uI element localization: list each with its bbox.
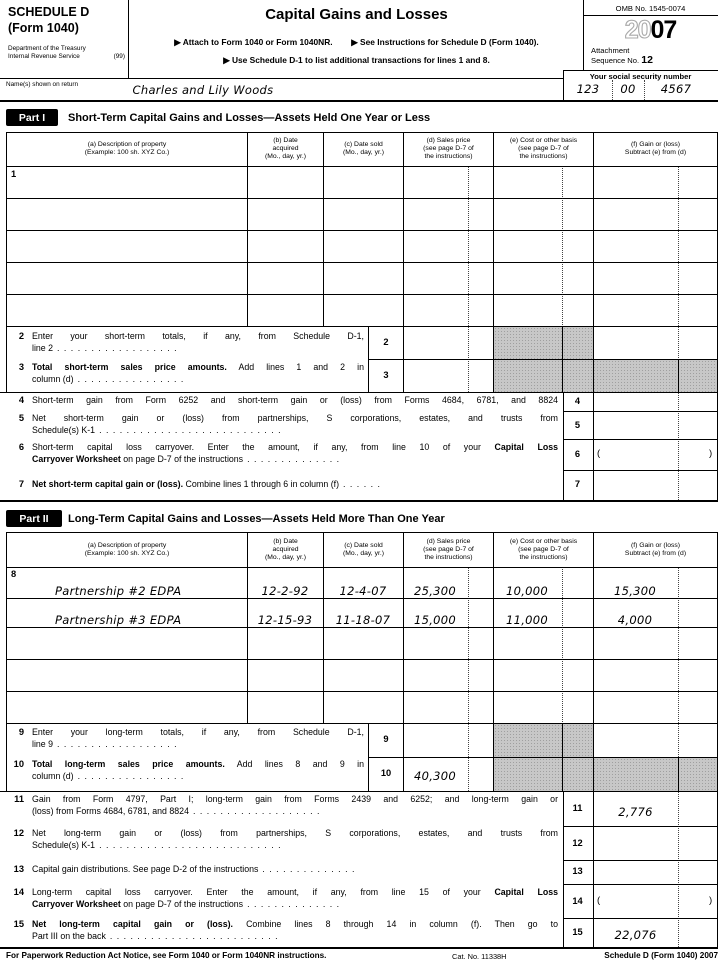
line-7-amount-cell[interactable] xyxy=(594,471,717,500)
line-5-amount-cell[interactable] xyxy=(594,412,717,439)
line-5-text2: Schedule(s) K-1 . . . . . . . . . . . . . . . . . . . . . . . . . . . xyxy=(32,425,282,435)
line-4-text: Short-term gain from Form 6252 and short-term gain or (loss) from Forms 4684, 6781, and 8824 xyxy=(32,395,558,405)
line-13-box-number: 13 xyxy=(572,866,583,876)
cents-rule xyxy=(644,80,645,100)
col-header-description: (a) Description of property (Example: 100 sh. XYZ Co.) xyxy=(84,140,170,156)
row-sales-price[interactable]: 25,300 xyxy=(413,584,457,598)
line-14-paren-close: ) xyxy=(709,895,713,906)
grid-line xyxy=(0,78,563,79)
sequence-label: Sequence No. xyxy=(591,56,640,65)
line-12-text: Net long-term gain or (loss) from partnerships, S corporations, estates, and trusts from xyxy=(32,828,558,838)
line-14-paren-open: ( xyxy=(597,895,601,906)
line-4-number: 4 xyxy=(18,395,24,405)
dept-treasury-label: Department of the Treasury xyxy=(8,45,86,52)
col-header-sales-price: (d) Sales price (see page D-7 of the instructions) xyxy=(423,136,474,161)
line-15-value[interactable]: 22,076 xyxy=(614,928,657,942)
attachment-label: Attachment xyxy=(591,46,630,55)
line-2-box-number: 2 xyxy=(383,337,389,347)
line-14-number: 14 xyxy=(13,887,24,897)
grid-line xyxy=(717,392,718,500)
line-12-box-number: 12 xyxy=(572,838,583,848)
col-header-date-acquired: (b) Date acquired (Mo., day, yr.) xyxy=(264,537,307,562)
shaded-cell xyxy=(494,327,593,359)
grid-line xyxy=(6,723,718,724)
row-date-acquired[interactable]: 12-15-93 xyxy=(257,613,313,627)
line-14-amount-cell[interactable] xyxy=(594,885,717,917)
line-10-value[interactable]: 40,300 xyxy=(413,769,457,783)
line-13-amount-cell[interactable] xyxy=(594,861,717,883)
schedule-label: SCHEDULE D xyxy=(8,5,90,19)
line-3-text2: column (d) . . . . . . . . . . . . . . . . xyxy=(32,374,185,384)
line-6-paren-close: ) xyxy=(709,448,713,459)
line-11-text: Gain from Form 4797, Part I; long-term gain from Forms 2439 and 6252; and long-term gain or xyxy=(32,794,558,804)
line-14-text2: Carryover Worksheet on page D-7 of the instructions . . . . . . . . . . . . . . xyxy=(32,899,341,909)
line-12-number: 12 xyxy=(13,828,24,838)
line-2-text2: line 2 . . . . . . . . . . . . . . . . . . xyxy=(32,343,178,353)
grid-line xyxy=(0,500,718,502)
grid-line xyxy=(0,791,718,792)
line-3-text: Total short-term sales price amounts. Add lines 1 and 2 in xyxy=(32,362,365,372)
line-10-number: 10 xyxy=(13,759,24,769)
line-7-text: Net short-term capital gain or (loss). Combine lines 1 through 6 in column (f) . . . . . . xyxy=(32,479,381,489)
part1-entry-grid[interactable] xyxy=(7,167,717,325)
col-header-date-sold: (c) Date sold (Mo., day, yr.) xyxy=(342,140,385,156)
grid-line xyxy=(0,100,718,102)
grid-line xyxy=(717,791,718,947)
col-header-cost-basis: (e) Cost or other basis (see page D-7 of the instructions) xyxy=(509,537,578,562)
grid-line xyxy=(678,758,679,791)
line-15-box-number: 15 xyxy=(572,927,583,937)
grid-line xyxy=(0,947,718,949)
ssn-field-group[interactable]: 00 xyxy=(620,82,636,96)
line-7-number: 7 xyxy=(18,479,24,489)
line-9-text: Enter your long-term totals, if any, from Schedule D-1, xyxy=(32,727,364,737)
sequence-number: 12 xyxy=(641,54,653,66)
col-header-sales-price: (d) Sales price (see page D-7 of the instructions) xyxy=(423,537,474,562)
line-14-text: Long-term capital loss carryover. Enter the amount, if any, from line 15 of your Capital Loss xyxy=(32,887,558,897)
line-9-sales-cell[interactable] xyxy=(404,724,468,756)
line-3-sales-cell[interactable] xyxy=(404,360,468,391)
line-5-number: 5 xyxy=(18,413,24,423)
line-10-box-number: 10 xyxy=(380,768,392,778)
cents-rule xyxy=(612,80,613,100)
grid-line xyxy=(717,132,718,392)
line-6-amount-cell[interactable] xyxy=(594,440,717,470)
ssn-field-area[interactable]: 123 xyxy=(576,82,600,96)
line-3-number: 3 xyxy=(18,362,24,372)
row-date-sold[interactable]: 12-4-07 xyxy=(339,584,387,598)
line-9-text2: line 9 . . . . . . . . . . . . . . . . . . xyxy=(32,739,178,749)
shaded-cell xyxy=(494,724,593,757)
col-header-gain-loss: (f) Gain or (loss) Subtract (e) from (d) xyxy=(624,541,687,557)
part2-title: Long-Term Capital Gains and Losses—Assets Held More Than One Year xyxy=(68,513,445,525)
shaded-cell xyxy=(494,360,718,392)
shaded-cell xyxy=(494,758,718,791)
col-header-description: (a) Description of property (Example: 100 sh. XYZ Co.) xyxy=(84,541,170,557)
name-label: Name(s) shown on return xyxy=(6,81,79,88)
line-11-text2: (loss) from Forms 4684, 6781, and 8824 . . . . . . . . . . . . . . . . . . . xyxy=(32,806,321,816)
ssn-label: Your social security number xyxy=(589,72,692,81)
ssn-field-serial[interactable]: 4567 xyxy=(660,82,692,96)
attach-note: ▶ Attach to Form 1040 or Form 1040NR. xyxy=(174,37,333,47)
line-11-number: 11 xyxy=(14,794,24,804)
line-3-box-number: 3 xyxy=(383,370,389,380)
line-4-amount-cell[interactable] xyxy=(594,393,717,411)
col-header-gain-loss: (f) Gain or (loss) Subtract (e) from (d) xyxy=(624,140,687,156)
grid-line xyxy=(368,757,718,758)
row-description[interactable]: Partnership #3 EDPA xyxy=(55,613,182,627)
line-1-number: 1 xyxy=(11,169,17,179)
grid-line xyxy=(6,326,718,327)
line-15-text2: Part III on the back . . . . . . . . . . . . . . . . . . . . . . . . . xyxy=(32,931,279,941)
grid-line xyxy=(6,532,718,533)
use-schedule-d1-note: ▶ Use Schedule D-1 to list additional transactions for lines 1 and 8. xyxy=(223,55,490,65)
line-15-text: Net long-term capital gain or (loss). Combine lines 8 through 14 in column (f). Then go to xyxy=(32,919,558,929)
row-gain-loss[interactable]: 15,300 xyxy=(613,584,657,598)
grid-line xyxy=(368,326,369,392)
line-7-box-number: 7 xyxy=(574,479,581,489)
grid-line xyxy=(128,0,129,78)
line-14-box-number: 14 xyxy=(572,896,583,906)
part1-title: Short-Term Capital Gains and Losses—Assets Held One Year or Less xyxy=(68,112,431,124)
line-6-box-number: 6 xyxy=(574,449,581,459)
row-date-sold[interactable]: 11-18-07 xyxy=(335,613,391,627)
line-5-box-number: 5 xyxy=(574,420,581,430)
line-15-number: 15 xyxy=(13,919,24,929)
omb-number: OMB No. 1545-0074 xyxy=(615,4,686,13)
line-6-text2: Carryover Worksheet on page D-7 of the instructions . . . . . . . . . . . . . . xyxy=(32,454,341,464)
line-8-number: 8 xyxy=(11,569,17,579)
tax-year xyxy=(583,16,718,45)
grid-line xyxy=(717,532,718,791)
row-sales-price[interactable]: 15,000 xyxy=(413,613,457,627)
row-description[interactable]: Partnership #2 EDPA xyxy=(55,584,182,598)
line-6-paren-open: ( xyxy=(597,448,601,459)
line-2-number: 2 xyxy=(18,331,24,341)
line-11-box-number: 11 xyxy=(572,803,583,813)
line-12-amount-cell[interactable] xyxy=(594,827,717,859)
tax-year-prefix: 20 xyxy=(624,16,651,44)
grid-line xyxy=(562,327,563,392)
line-5-text: Net short-term gain or (loss) from partnerships, S corporations, estates, and trusts from xyxy=(32,413,558,423)
line-9-number: 9 xyxy=(18,727,24,737)
catalog-number: Cat. No. 11338H xyxy=(452,952,507,961)
col-header-cost-basis: (e) Cost or other basis (see page D-7 of the instructions) xyxy=(509,136,578,161)
grid-line xyxy=(563,918,718,919)
grid-line xyxy=(562,724,563,791)
line-10-text: Total long-term sales price amounts. Add lines 8 and 9 in xyxy=(32,759,364,769)
line-11-value[interactable]: 2,776 xyxy=(618,805,653,819)
line-12-text2: Schedule(s) K-1 . . . . . . . . . . . . . . . . . . . . . . . . . . . xyxy=(32,840,282,850)
grid-line xyxy=(678,360,679,392)
line-6-text: Short-term capital loss carryover. Enter the amount, if any, from line 10 of your Capital Loss xyxy=(32,442,558,452)
line-6-number: 6 xyxy=(18,442,24,452)
line-9-box-number: 9 xyxy=(383,734,389,744)
form-number-label: (Form 1040) xyxy=(8,21,79,35)
grid-line xyxy=(563,70,718,71)
form-title: Capital Gains and Losses xyxy=(265,6,448,23)
line-2-text: Enter your short-term totals, if any, from Schedule D-1, xyxy=(32,331,364,341)
name-field[interactable]: Charles and Lily Woods xyxy=(132,83,274,97)
line-2-sales-cell[interactable] xyxy=(404,327,468,358)
paperwork-notice: For Paperwork Reduction Act Notice, see Form 1040 or Form 1040NR instructions. xyxy=(6,951,327,960)
row-cost-basis[interactable]: 10,000 xyxy=(505,584,549,598)
form-id-footer: Schedule D (Form 1040) 2007 xyxy=(604,951,718,960)
irs-label: Internal Revenue Service xyxy=(8,53,80,60)
col-header-date-sold: (c) Date sold (Mo., day, yr.) xyxy=(342,541,385,557)
row-cost-basis[interactable]: 11,000 xyxy=(505,613,549,627)
col-header-date-acquired: (b) Date acquired (Mo., day, yr.) xyxy=(264,136,307,161)
irs-code: (99) xyxy=(113,53,125,60)
tax-year-suffix: 07 xyxy=(650,16,677,44)
row-gain-loss[interactable]: 4,000 xyxy=(617,613,653,627)
line-10-text2: column (d) . . . . . . . . . . . . . . . . xyxy=(32,771,185,781)
part2-badge: Part II xyxy=(6,510,62,527)
row-date-acquired[interactable]: 12-2-92 xyxy=(261,584,309,598)
part1-badge: Part I xyxy=(6,109,58,126)
line-13-number: 13 xyxy=(13,864,24,874)
see-instructions-note: ▶ See Instructions for Schedule D (Form 1040). xyxy=(351,37,539,47)
line-13-text: Capital gain distributions. See page D-2 of the instructions . . . . . . . . . . . . . . xyxy=(32,864,356,874)
line-4-box-number: 4 xyxy=(574,396,581,406)
